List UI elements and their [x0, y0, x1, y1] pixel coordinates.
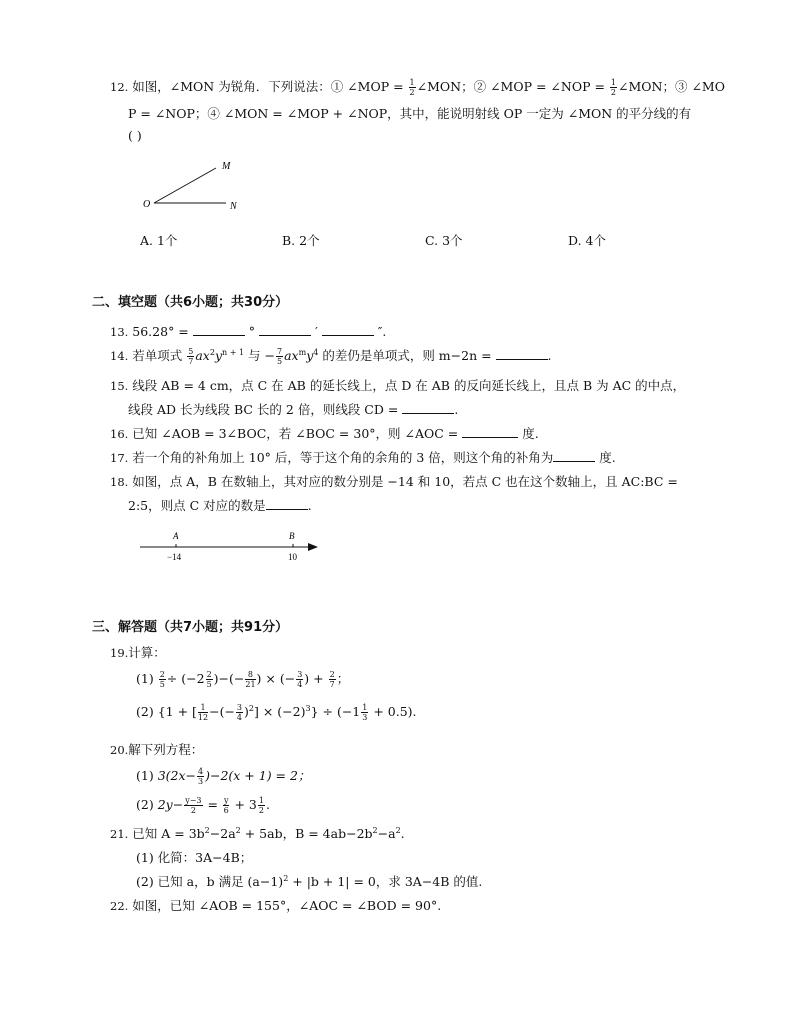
q19-title: 19.计算：	[110, 645, 166, 660]
q12-number: 12.	[110, 80, 129, 94]
q15-line1: 15. 线段 AB = 4 cm，点 C 在 AB 的延长线上，点 D 在 AB 的反向延长线上，且点 B 为 AC 的中点，	[110, 378, 686, 393]
q22: 22. 如图，已知 ∠AOB = 155°，∠AOC = ∠BOD = 90°.	[110, 898, 442, 913]
q16-blank[interactable]	[462, 426, 518, 438]
q12-stem-c: ∠MON；③ ∠MO	[618, 79, 725, 94]
value-b: 10	[288, 552, 297, 562]
q12-stem-a: 如图，∠MON 为锐角．下列说法：① ∠MOP =	[132, 79, 408, 94]
q19-part1: (1) $\frac{2}{5}$ ÷ (−2 $\frac{2}{5}$ )−(− $\frac{8}{21}$ ) × (− $\frac{3}{4}$ ) + $\frac{2}{7}$ ；	[136, 670, 350, 689]
q18-blank[interactable]	[266, 498, 308, 510]
label-m: M	[222, 161, 231, 172]
q19-part2: (2) {1 + [ $\frac{1}{12}$ −(− $\frac{3}{4}$ )$^2] \times (-2)^3\} \div (-1$ $\frac{1}{3}$ + 0.5).	[136, 703, 417, 722]
axis-arrow-icon	[308, 543, 318, 551]
q21-stem: 21. 已知 $A = 3b^2-2a^2 + 5ab$，$B = 4ab-2b^2-a^2$.	[110, 826, 405, 841]
q18-line1: 18. 如图，点 A，B 在数轴上，其对应的数分别是 −14 和 10，若点 C 也在这个数轴上，且 AC:BC =	[110, 474, 678, 489]
q12-option-c[interactable]: C. 3个	[425, 233, 463, 248]
q17: 17. 若一个角的补角加上 10° 后，等于这个角的余角的 3 倍，则这个角的补角为 度.	[110, 450, 616, 465]
section-3-title: 三、解答题（共7小题；共91分）	[92, 620, 289, 635]
label-b: B	[289, 531, 295, 541]
q13: 13. 56.28° = ° ′ ″.	[110, 324, 387, 339]
q12-line2: P = ∠NOP；④ ∠MON = ∠MOP + ∠NOP，其中，能说明射线 OP 一定为 ∠MON 的平分线的有	[128, 106, 692, 121]
section-2-title: 二、填空题（共6小题；共30分）	[92, 295, 289, 310]
q20-part2: (2) 2y− $\frac{y-3}{2}$ = $\frac{y}{6}$ + 3 $\frac{1}{2}$ .	[136, 796, 270, 815]
value-a: −14	[167, 552, 182, 562]
q12-stem-b: ∠MON；② ∠MOP = ∠NOP =	[416, 79, 609, 94]
q16: 16. 已知 ∠AOB = 3∠BOC，若 ∠BOC = 30°，则 ∠AOC = 度.	[110, 426, 539, 441]
label-o: O	[143, 199, 151, 210]
q12-option-a[interactable]: A. 1个	[140, 233, 178, 248]
q13-blank-min[interactable]	[259, 324, 311, 336]
q21-part2: (2) 已知 a，b 满足 $(a-1)^2 + |b + 1| = 0$，求 3A−4B 的值.	[136, 874, 483, 889]
q20-part1: (1) 3(2x− $\frac{4}{3}$ )−2(x + 1) = 2；	[136, 767, 311, 786]
q18-number-line	[136, 528, 326, 564]
q14: 14. 若单项式 $\frac{5}{7}$ $ax^2y^{n + 1}$ 与 − $\frac{7}{5}$ $ax^my^4$ 的差仍是单项式，则 m−2n = .	[110, 347, 552, 366]
q12-option-d[interactable]: D. 4个	[568, 233, 606, 248]
q12-angle-figure	[140, 155, 250, 215]
q13-blank-sec[interactable]	[322, 324, 374, 336]
ray-om	[154, 168, 216, 203]
q17-blank[interactable]	[553, 450, 595, 462]
q12-half-2: $\frac{1}{2}$	[610, 78, 617, 97]
q21-part1: (1) 化简：3A−4B；	[136, 850, 253, 865]
q12-paren: ( )	[128, 128, 142, 143]
q15-line2: 线段 AD 长为线段 BC 长的 2 倍，则线段 CD = .	[128, 402, 459, 417]
q12-line1	[110, 77, 725, 97]
q14-blank[interactable]	[496, 348, 548, 360]
label-a: A	[173, 531, 179, 541]
q12-half-1: $\frac{1}{2}$	[409, 78, 415, 97]
q20-title: 20.解下列方程：	[110, 742, 204, 757]
q14-frac-1: $\frac{5}{7}$	[188, 347, 194, 366]
q13-blank-deg[interactable]	[193, 324, 245, 336]
q15-blank[interactable]	[402, 402, 454, 414]
label-n: N	[230, 201, 237, 212]
q14-frac-2: $\frac{7}{5}$	[276, 347, 283, 366]
q18-line2: 2:5，则点 C 对应的数是 .	[128, 498, 312, 513]
q12-option-b[interactable]: B. 2个	[282, 233, 320, 248]
